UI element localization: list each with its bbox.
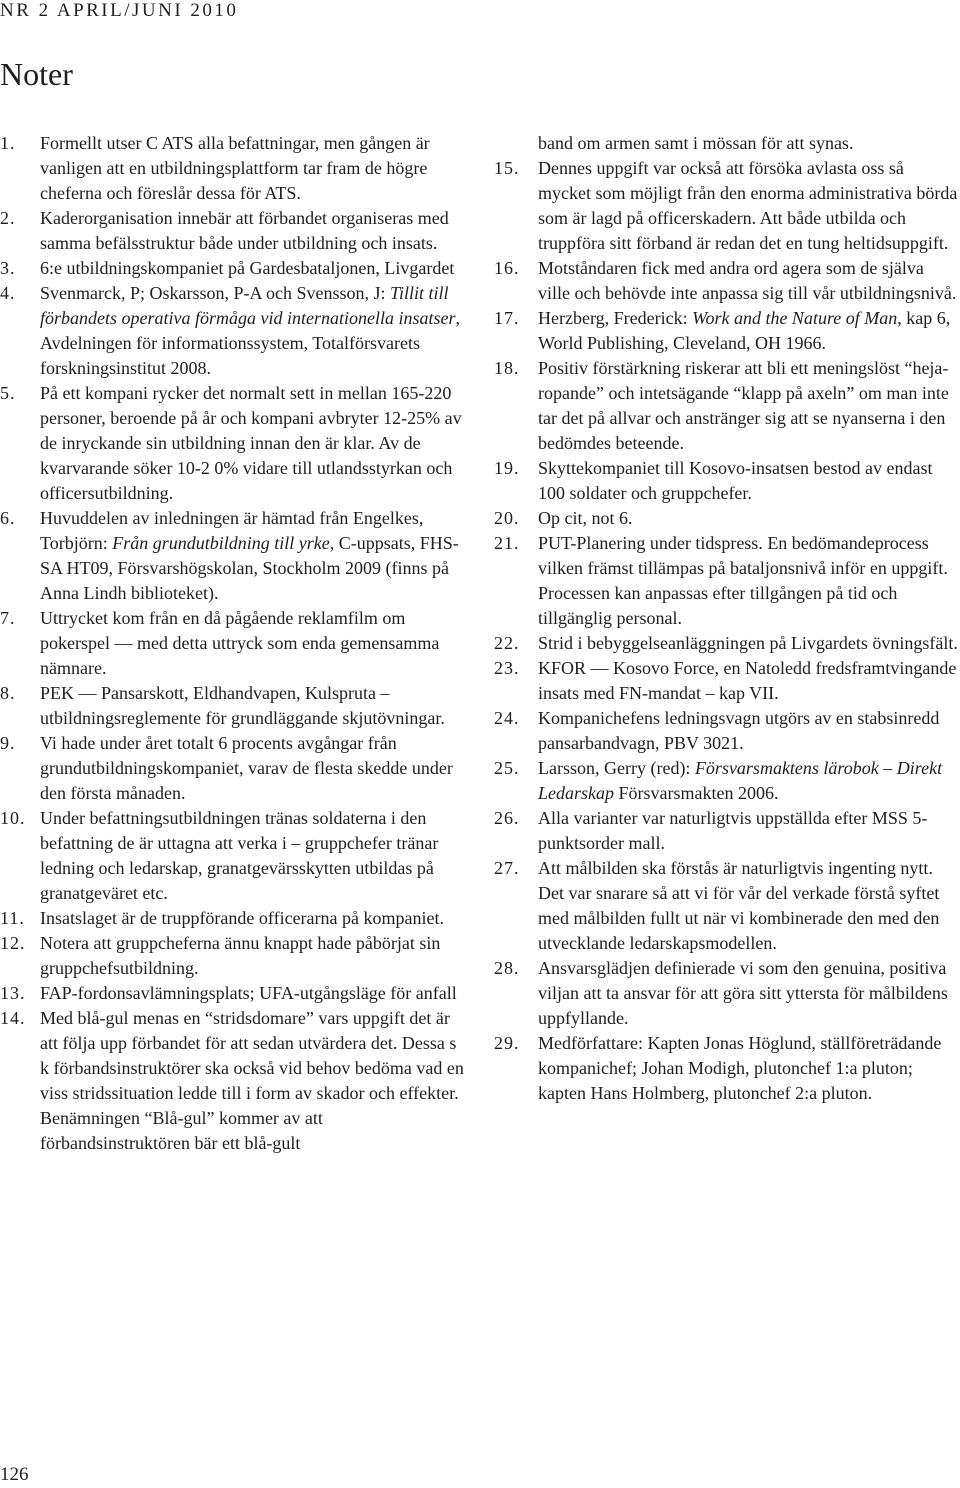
footnote bbox=[494, 531, 960, 631]
footnote-text-part: Dennes uppgift var också att försöka avlasta oss så mycket som möjligt från den enorma administrativa börda som är lagd på officerskadern. Att både utbilda och truppföra sitt förband är redan det en tung heltidsuppgift. bbox=[538, 158, 958, 253]
footnote-number: 5. bbox=[0, 383, 16, 403]
footnote-text-part: Op cit, not 6. bbox=[538, 508, 633, 528]
footnote-text-part: Huvuddelen av inledningen är hämtad från Engelkes, Torbjörn: bbox=[40, 508, 424, 553]
footnote bbox=[494, 856, 960, 956]
footnote-text bbox=[538, 256, 960, 306]
footnote bbox=[0, 506, 468, 606]
footnote-number: 21. bbox=[494, 533, 520, 553]
footnote bbox=[0, 256, 468, 281]
footnote-text-part: Under befattningsutbildningen tränas soldaterna i den befattning de är uttagna att verka i – gruppchefer tränar ledning och ledarskap, granatgevärsskytten utbildas på granatgeväret etc. bbox=[40, 808, 439, 903]
footnote-number: 27. bbox=[494, 858, 520, 878]
footnote-text-part: Försvarsmakten 2006. bbox=[614, 783, 779, 803]
footnote-text bbox=[40, 981, 468, 1006]
footnote-text-part: Positiv förstärkning riskerar att bli ett meningslöst “heja-ropande” och intetsägande “klapp på axeln” om man inte tar det på allvar och anstränger sig att se nyanserna i den bedömdes beteende. bbox=[538, 358, 949, 453]
footnote-text bbox=[40, 381, 468, 506]
footnote-text bbox=[538, 1031, 960, 1106]
footnote-number: 18. bbox=[494, 358, 520, 378]
footnote-text bbox=[538, 656, 960, 706]
footnote bbox=[0, 906, 468, 931]
footnote-text-part: Vi hade under året totalt 6 procents avgångar från grundutbildningskompaniet, varav de flesta skedde under den första månaden. bbox=[40, 733, 453, 803]
footnote-number: 7. bbox=[0, 608, 16, 628]
footnote bbox=[0, 681, 468, 731]
footnote-number: 17. bbox=[494, 308, 520, 328]
footnote-number: 22. bbox=[494, 633, 520, 653]
footnote-number: 23. bbox=[494, 658, 520, 678]
footnote bbox=[494, 706, 960, 756]
footnote-text-part: PUT-Planering under tidspress. En bedömandeprocess vilken främst tillämpas på bataljonsnivå inför en uppgift. Processen kan anpassas efter tillgången på tid och tillgänglig personal. bbox=[538, 533, 948, 628]
footnote-text bbox=[538, 131, 960, 156]
footnote-italic-title: Från grundutbildning till yrke bbox=[112, 533, 330, 553]
footnote-text-part: På ett kompani rycker det normalt sett in mellan 165-220 personer, beroende på år och kompani avbryter 12-25% av de inryckande sin utbildning innan den är klar. Av de kvarvarande söker 10-2 0% vidare till utlandsstyrkan och officersutbildning. bbox=[40, 383, 462, 503]
running-header: NR 2 APRIL/JUNI 2010 bbox=[0, 0, 239, 21]
footnote-number: 8. bbox=[0, 683, 16, 703]
footnote bbox=[494, 306, 960, 356]
footnote-number: 2. bbox=[0, 208, 16, 228]
footnote-text-part: Med blå-gul menas en “stridsdomare” vars uppgift det är att följa upp förbandet för att sedan utvärdera det. Dessa s k förbandsinstruktörer ska också vid behov bedöma vad en viss stridssituation ledde till i form av skador och effekter. Benämningen “Blå-gul” kommer av att förbandsinstruktören bär ett blå-gult bbox=[40, 1008, 464, 1153]
footnote-text-part: Motståndaren fick med andra ord agera som de själva ville och behövde inte anpassa sig till vår utbildningsnivå. bbox=[538, 258, 957, 303]
footnote bbox=[494, 1031, 960, 1106]
footnote bbox=[494, 456, 960, 506]
footnote-text bbox=[40, 1006, 468, 1156]
footnote bbox=[494, 756, 960, 806]
footnote-text bbox=[538, 806, 960, 856]
footnote-text-part: KFOR — Kosovo Force, en Natoledd fredsframtvingande insats med FN-mandat – kap VII. bbox=[538, 658, 957, 703]
footnote-text bbox=[538, 456, 960, 506]
page-number: 126 bbox=[0, 1464, 29, 1485]
footnote-text bbox=[538, 756, 960, 806]
footnote-number: 4. bbox=[0, 283, 16, 303]
footnote-text bbox=[538, 306, 960, 356]
footnote-number: 11. bbox=[0, 908, 25, 928]
footnote-number bbox=[494, 131, 538, 156]
footnote-italic-title: Försvarsmaktens lärobok – Direkt Ledarskap bbox=[538, 758, 943, 803]
footnote bbox=[0, 1006, 468, 1156]
footnote-text bbox=[40, 131, 468, 206]
footnote-text bbox=[538, 631, 960, 656]
footnote bbox=[0, 381, 468, 506]
footnote bbox=[494, 256, 960, 306]
footnote-italic-title: Work and the Nature of Man bbox=[692, 308, 898, 328]
footnote-text bbox=[40, 256, 468, 281]
footnote-text bbox=[538, 506, 960, 531]
footnote-number: 13. bbox=[0, 983, 26, 1003]
footnote-number: 1. bbox=[0, 133, 16, 153]
footnote-text bbox=[40, 806, 468, 906]
footnote bbox=[494, 631, 960, 656]
notes-column-right bbox=[494, 131, 960, 1106]
footnote-text bbox=[538, 706, 960, 756]
footnote-text bbox=[40, 906, 468, 931]
footnote-text bbox=[538, 156, 960, 256]
footnote bbox=[0, 131, 468, 206]
footnote bbox=[0, 981, 468, 1006]
footnote-text-part: Medförfattare: Kapten Jonas Höglund, ställföreträdande kompanichef; Johan Modigh, plutonchef 1:a pluton; kapten Hans Holmberg, plutonchef 2:a pluton. bbox=[538, 1033, 942, 1103]
footnote-text bbox=[40, 206, 468, 256]
footnote-text-part: Alla varianter var naturligtvis uppställda efter MSS 5-punktsorder mall. bbox=[538, 808, 928, 853]
footnote bbox=[0, 731, 468, 806]
footnote-number: 12. bbox=[0, 933, 26, 953]
footnote-text-part: band om armen samt i mössan för att synas. bbox=[538, 133, 854, 153]
footnote-text-part: Kaderorganisation innebär att förbandet organiseras med samma befälsstruktur både under utbildning och insats. bbox=[40, 208, 449, 253]
page-title: Noter bbox=[0, 56, 73, 92]
footnote bbox=[494, 656, 960, 706]
footnote-number: 10. bbox=[0, 808, 26, 828]
footnote-text-part: Strid i bebyggelseanläggningen på Livgardets övningsfält. bbox=[538, 633, 958, 653]
footnote-text bbox=[40, 931, 468, 981]
footnote-text bbox=[538, 956, 960, 1031]
footnote bbox=[0, 606, 468, 681]
footnote-number: 16. bbox=[494, 258, 520, 278]
footnote-number: 26. bbox=[494, 808, 520, 828]
footnote-text-part: , C-uppsats, FHS-SA HT09, Försvarshögskolan, Stockholm 2009 (finns på Anna Lindh biblioteket). bbox=[40, 533, 459, 603]
footnote bbox=[494, 356, 960, 456]
footnote-text-part: Formellt utser C ATS alla befattningar, men gången är vanligen att en utbildningsplattform tar fram de högre cheferna och föreslår dessa för ATS. bbox=[40, 133, 430, 203]
footnote-text-part: Skyttekompaniet till Kosovo-insatsen bestod av endast 100 soldater och gruppchefer. bbox=[538, 458, 933, 503]
footnote-number: 15. bbox=[494, 158, 520, 178]
footnote-text-part: Notera att gruppcheferna ännu knappt hade påbörjat sin gruppchefsutbildning. bbox=[40, 933, 441, 978]
footnote bbox=[0, 931, 468, 981]
footnote-text-part: Svenmarck, P; Oskarsson, P-A och Svensson, J: bbox=[40, 283, 390, 303]
footnote-text-part: PEK — Pansarskott, Eldhandvapen, Kulspruta – utbildningsreglemente för grundläggande skjutövningar. bbox=[40, 683, 445, 728]
footnote-number: 9. bbox=[0, 733, 16, 753]
footnote-number: 19. bbox=[494, 458, 520, 478]
footnote-text bbox=[538, 856, 960, 956]
footnote-text bbox=[40, 606, 468, 681]
footnote bbox=[0, 806, 468, 906]
footnote-text bbox=[538, 356, 960, 456]
footnote-number: 6. bbox=[0, 508, 16, 528]
footnote-text-part: , kap 6, World Publishing, Cleveland, OH 1966. bbox=[538, 308, 951, 353]
footnote-text bbox=[40, 506, 468, 606]
footnote-text-part: Larsson, Gerry (red): bbox=[538, 758, 695, 778]
footnote-number: 25. bbox=[494, 758, 520, 778]
footnote-number: 28. bbox=[494, 958, 520, 978]
footnote-text-part: FAP-fordonsavlämningsplats; UFA-utgångsläge för anfall bbox=[40, 983, 457, 1003]
footnote-text bbox=[40, 281, 468, 381]
footnote-text-part: Uttrycket kom från en då pågående reklamfilm om pokerspel — med detta uttryck som enda gemensamma nämnare. bbox=[40, 608, 440, 678]
footnote-number: 20. bbox=[494, 508, 520, 528]
footnote bbox=[494, 156, 960, 256]
footnote-text-part: , Avdelningen för informationssystem, Totalförsvarets forskningsinstitut 2008. bbox=[40, 308, 460, 378]
footnote bbox=[0, 206, 468, 256]
footnote-italic-title: Tillit till förbandets operativa förmåga vid internationella insatser bbox=[40, 283, 456, 328]
footnote-number: 24. bbox=[494, 708, 520, 728]
footnote-number: 14. bbox=[0, 1008, 26, 1028]
footnote-number: 29. bbox=[494, 1033, 520, 1053]
footnote-text-part: Kompanichefens ledningsvagn utgörs av en stabsinredd pansarbandvagn, PBV 3021. bbox=[538, 708, 940, 753]
footnote-text-part: Ansvarsglädjen definierade vi som den genuina, positiva viljan att ta ansvar för att göra sitt yttersta för målbildens uppfyllande. bbox=[538, 958, 948, 1028]
footnote bbox=[494, 806, 960, 856]
footnote-text-part: Insatslaget är de truppförande officerarna på kompaniet. bbox=[40, 908, 444, 928]
footnote-text bbox=[40, 681, 468, 731]
footnote bbox=[494, 506, 960, 531]
footnote-text-part: Herzberg, Frederick: bbox=[538, 308, 693, 328]
footnote-text-part: 6:e utbildningskompaniet på Gardesbataljonen, Livgardet bbox=[40, 258, 455, 278]
footnote bbox=[0, 281, 468, 381]
footnote bbox=[494, 956, 960, 1031]
footnote bbox=[494, 131, 960, 156]
notes-column-left bbox=[0, 131, 468, 1156]
footnote-text bbox=[40, 731, 468, 806]
footnote-text bbox=[538, 531, 960, 631]
footnote-text-part: Att målbilden ska förstås är naturligtvis ingenting nytt. Det var snarare så att vi för vår del verkade förstå syftet med målbilden fullt ut när vi kombinerade den med den utvecklande ledarskapsmodellen. bbox=[538, 858, 940, 953]
footnote-number: 3. bbox=[0, 258, 16, 278]
